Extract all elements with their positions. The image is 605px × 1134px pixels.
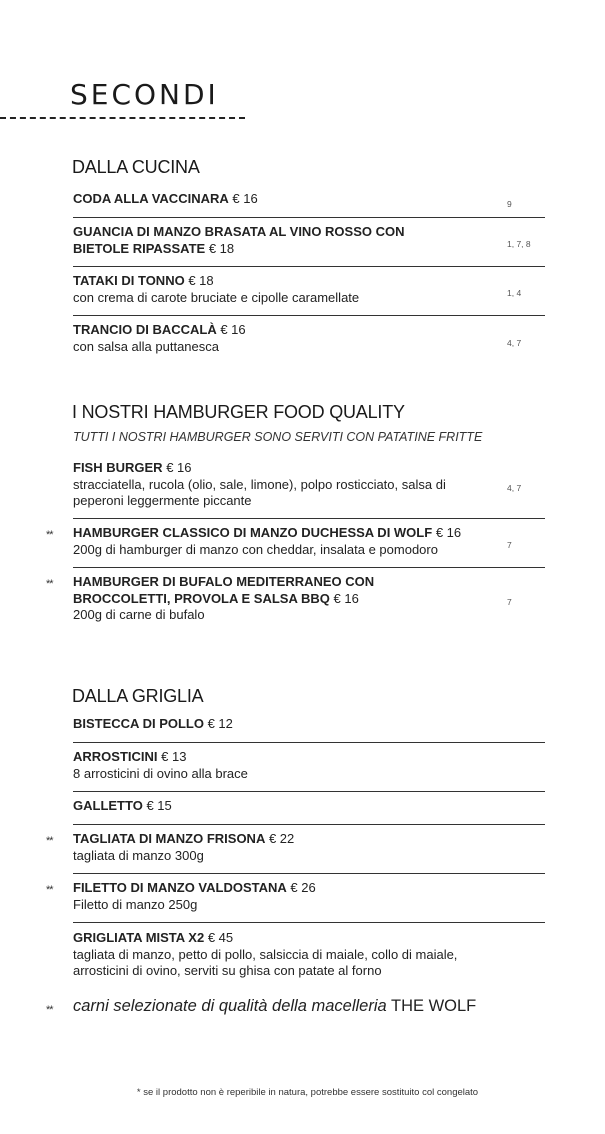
menu-item (73, 930, 517, 980)
butcher-brand: THE WOLF (390, 997, 477, 1015)
item-price: € 12 (207, 716, 233, 731)
item-description: 200g di carne di bufalo (73, 607, 205, 622)
item-name: TAGLIATA DI MANZO FRISONA (73, 831, 266, 846)
item-price: € 45 (207, 930, 234, 945)
item-divider (73, 791, 545, 792)
item-divider (73, 266, 545, 267)
item-divider (73, 567, 545, 568)
item-price: € 15 (146, 798, 172, 813)
item-price: € 16 (220, 322, 246, 337)
item-divider (73, 824, 545, 825)
item-price: € 16 (435, 525, 462, 540)
menu-item (73, 322, 522, 355)
item-name: FISH BURGER (73, 460, 163, 475)
item-divider (73, 922, 545, 923)
quality-star-marker: ** (46, 835, 53, 847)
item-description: tagliata di manzo, petto di pollo, salsiccia di maiale, collo di maiale, arrosticini di ovino, serviti su ghisa con patate al forno (73, 946, 458, 978)
item-description: con crema di carote bruciate e cipolle caramellate (73, 289, 360, 305)
section-subtitle: TUTTI I NOSTRI HAMBURGER SONO SERVITI CON PATATINE FRITTE (73, 430, 483, 444)
menu-item (73, 460, 522, 510)
section-heading-hamburger: I NOSTRI HAMBURGER FOOD QUALITY (72, 402, 405, 422)
menu-item (73, 191, 517, 208)
item-description: Filetto di manzo 250g (73, 896, 198, 912)
item-price: € 18 (208, 240, 235, 256)
item-price: € 22 (268, 831, 295, 846)
item-name: HAMBURGER CLASSICO DI MANZO DUCHESSA DI WOLF (73, 525, 433, 540)
item-allergens: 4, 7 (507, 338, 522, 348)
item-name: BISTECCA DI POLLO (73, 716, 204, 731)
item-description: 8 arrosticini di ovino alla brace (73, 765, 248, 781)
menu-item (73, 831, 517, 864)
item-name: ARROSTICINI (73, 749, 158, 764)
page-title: SECONDI (70, 78, 219, 111)
item-price: € 18 (188, 273, 214, 288)
item-price: € 16 (333, 590, 359, 606)
item-divider (73, 742, 545, 743)
item-divider (73, 873, 545, 874)
menu-item (73, 798, 517, 815)
item-divider (73, 217, 545, 218)
item-allergens: 1, 4 (507, 288, 522, 298)
section-heading-griglia: DALLA GRIGLIA (72, 686, 204, 706)
item-description: stracciatella, rucola (olio, sale, limone), polpo rosticciato, salsa di peperoni leggermente piccante (73, 476, 446, 508)
menu-item (73, 749, 517, 782)
item-name: FILETTO DI MANZO VALDOSTANA (73, 880, 287, 895)
item-name: TATAKI DI TONNO (73, 273, 185, 288)
quality-star-marker: ** (46, 578, 53, 590)
menu-item (73, 574, 512, 624)
quality-star-marker: ** (46, 1004, 53, 1016)
item-allergens: 7 (507, 597, 512, 607)
item-price: € 13 (161, 749, 187, 764)
item-name: HAMBURGER DI BUFALO MEDITERRANEO CON BROCCOLETTI, PROVOLA E SALSA BBQ (73, 574, 375, 606)
quality-star-marker: ** (46, 884, 53, 896)
item-name: CODA ALLA VACCINARA (73, 191, 229, 206)
menu-item (73, 224, 531, 257)
item-allergens: 7 (507, 540, 512, 550)
item-description: 200g di hamburger di manzo con cheddar, insalata e pomodoro (73, 541, 438, 557)
dashed-divider (0, 117, 245, 119)
item-allergens: 1, 7, 8 (507, 239, 531, 249)
quality-note-text: carni selezionate di qualità della macelleria (73, 997, 387, 1015)
quality-star-marker: ** (46, 529, 53, 541)
item-description: tagliata di manzo 300g (73, 847, 204, 863)
menu-item (73, 716, 517, 733)
menu-item (73, 525, 517, 558)
item-name: GUANCIA DI MANZO BRASATA AL VINO ROSSO CON BIETOLE RIPASSATE (73, 224, 405, 256)
item-price: € 16 (166, 460, 192, 475)
item-price: € 26 (290, 880, 316, 895)
quality-note (73, 997, 476, 1016)
section-heading-cucina: DALLA CUCINA (72, 157, 200, 177)
item-divider (73, 315, 545, 316)
menu-item (73, 880, 517, 913)
item-name: GALLETTO (73, 798, 143, 813)
item-name: GRIGLIATA MISTA X2 (73, 930, 205, 945)
item-divider (73, 518, 545, 519)
menu-item (73, 273, 522, 306)
item-price: € 16 (232, 191, 258, 206)
item-name: TRANCIO DI BACCALÀ (73, 322, 217, 337)
item-allergens: 4, 7 (507, 483, 522, 493)
item-allergens: 9 (507, 199, 512, 209)
item-description: con salsa alla puttanesca (73, 338, 219, 354)
frozen-disclaimer: * se il prodotto non è reperibile in natura, potrebbe essere sostituito col congelato (136, 1087, 479, 1098)
